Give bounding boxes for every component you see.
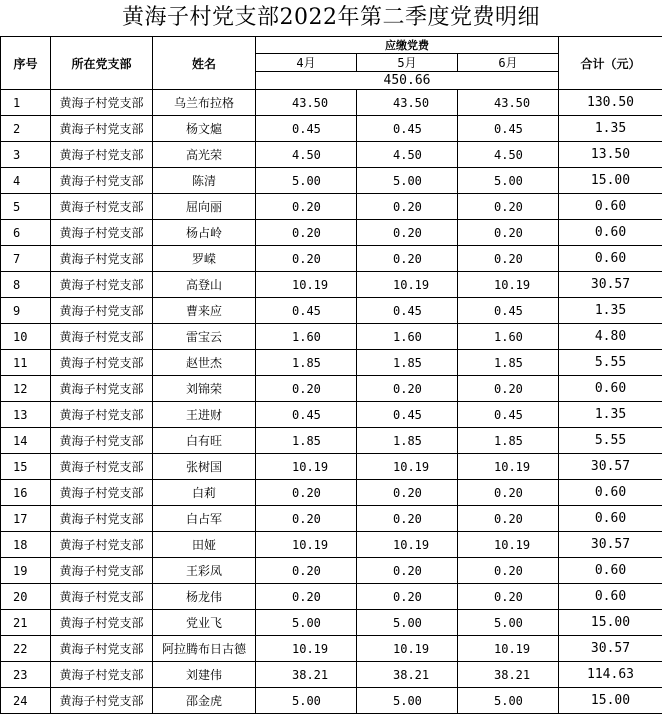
cell-branch: 黄海子村党支部 [51,246,153,272]
cell-june-dues: 38.21 [458,662,559,688]
cell-seq: 4 [1,168,51,194]
cell-april-dues: 5.00 [256,610,357,636]
header-dues-sum: 450.66 [256,72,559,90]
header-month-june: 6月 [458,54,559,72]
cell-april-dues: 0.20 [256,220,357,246]
cell-branch: 黄海子村党支部 [51,272,153,298]
table-header [1,37,662,90]
cell-branch: 黄海子村党支部 [51,480,153,506]
cell-may-dues: 0.20 [357,194,458,220]
cell-may-dues: 0.20 [357,246,458,272]
cell-total: 0.60 [559,506,662,532]
cell-seq: 9 [1,298,51,324]
cell-total: 1.35 [559,402,662,428]
cell-total: 5.55 [559,428,662,454]
cell-may-dues: 0.20 [357,558,458,584]
cell-april-dues: 43.50 [256,90,357,116]
cell-seq: 14 [1,428,51,454]
cell-april-dues: 0.20 [256,558,357,584]
header-branch: 所在党支部 [51,37,153,90]
cell-name: 陈清 [153,168,256,194]
cell-june-dues: 0.45 [458,116,559,142]
cell-april-dues: 5.00 [256,168,357,194]
cell-seq: 5 [1,194,51,220]
table-row [1,350,662,376]
cell-name: 阿拉腾布日古德 [153,636,256,662]
cell-total: 30.57 [559,454,662,480]
cell-april-dues: 0.45 [256,402,357,428]
cell-name: 杨文熩 [153,116,256,142]
cell-may-dues: 4.50 [357,142,458,168]
cell-april-dues: 0.20 [256,194,357,220]
cell-seq: 8 [1,272,51,298]
cell-june-dues: 10.19 [458,454,559,480]
cell-june-dues: 10.19 [458,272,559,298]
cell-seq: 6 [1,220,51,246]
cell-june-dues: 1.85 [458,428,559,454]
header-seq: 序号 [1,37,51,90]
cell-seq: 23 [1,662,51,688]
cell-seq: 1 [1,90,51,116]
cell-name: 赵世杰 [153,350,256,376]
cell-total: 30.57 [559,532,662,558]
cell-may-dues: 10.19 [357,532,458,558]
header-name: 姓名 [153,37,256,90]
cell-june-dues: 10.19 [458,636,559,662]
cell-april-dues: 0.20 [256,584,357,610]
cell-june-dues: 0.20 [458,220,559,246]
cell-name: 屈向丽 [153,194,256,220]
cell-april-dues: 4.50 [256,142,357,168]
header-month-april: 4月 [256,54,357,72]
cell-seq: 15 [1,454,51,480]
cell-name: 王进财 [153,402,256,428]
cell-june-dues: 0.45 [458,402,559,428]
cell-april-dues: 1.60 [256,324,357,350]
cell-branch: 黄海子村党支部 [51,610,153,636]
cell-may-dues: 0.45 [357,298,458,324]
cell-june-dues: 0.20 [458,246,559,272]
cell-april-dues: 0.20 [256,506,357,532]
cell-may-dues: 38.21 [357,662,458,688]
cell-total: 5.55 [559,350,662,376]
table-row [1,142,662,168]
cell-name: 杨龙伟 [153,584,256,610]
cell-total: 13.50 [559,142,662,168]
cell-name: 白莉 [153,480,256,506]
cell-name: 田娅 [153,532,256,558]
cell-april-dues: 0.45 [256,298,357,324]
cell-branch: 黄海子村党支部 [51,532,153,558]
cell-seq: 20 [1,584,51,610]
cell-may-dues: 5.00 [357,610,458,636]
cell-seq: 16 [1,480,51,506]
cell-total: 114.63 [559,662,662,688]
cell-april-dues: 0.20 [256,480,357,506]
cell-branch: 黄海子村党支部 [51,636,153,662]
cell-branch: 黄海子村党支部 [51,324,153,350]
cell-june-dues: 4.50 [458,142,559,168]
cell-april-dues: 10.19 [256,532,357,558]
cell-branch: 黄海子村党支部 [51,376,153,402]
cell-april-dues: 10.19 [256,454,357,480]
cell-total: 0.60 [559,558,662,584]
cell-seq: 12 [1,376,51,402]
cell-may-dues: 43.50 [357,90,458,116]
table-row [1,402,662,428]
table-row [1,454,662,480]
page-title: 黄海子村党支部2022年第二季度党费明细 [122,5,540,30]
cell-branch: 黄海子村党支部 [51,558,153,584]
cell-seq: 17 [1,506,51,532]
cell-name: 罗嵘 [153,246,256,272]
table-body [1,90,662,714]
cell-total: 0.60 [559,220,662,246]
party-dues-table [0,36,662,714]
cell-total: 1.35 [559,298,662,324]
table-row [1,662,662,688]
cell-name: 高登山 [153,272,256,298]
cell-name: 高光荣 [153,142,256,168]
cell-branch: 黄海子村党支部 [51,220,153,246]
cell-branch: 黄海子村党支部 [51,90,153,116]
cell-may-dues: 1.85 [357,350,458,376]
cell-may-dues: 0.20 [357,480,458,506]
cell-branch: 黄海子村党支部 [51,350,153,376]
cell-june-dues: 1.85 [458,350,559,376]
cell-may-dues: 1.60 [357,324,458,350]
cell-april-dues: 10.19 [256,636,357,662]
cell-total: 130.50 [559,90,662,116]
cell-june-dues: 5.00 [458,610,559,636]
header-month-may: 5月 [357,54,458,72]
cell-branch: 黄海子村党支部 [51,662,153,688]
cell-total: 0.60 [559,480,662,506]
cell-branch: 黄海子村党支部 [51,454,153,480]
cell-total: 30.57 [559,636,662,662]
cell-name: 乌兰布拉格 [153,90,256,116]
cell-name: 王彩凤 [153,558,256,584]
cell-name: 刘建伟 [153,662,256,688]
cell-name: 张树国 [153,454,256,480]
cell-june-dues: 5.00 [458,688,559,714]
cell-april-dues: 1.85 [256,428,357,454]
cell-seq: 21 [1,610,51,636]
table-row [1,532,662,558]
cell-april-dues: 0.20 [256,246,357,272]
cell-june-dues: 10.19 [458,532,559,558]
cell-total: 4.80 [559,324,662,350]
cell-seq: 24 [1,688,51,714]
cell-june-dues: 5.00 [458,168,559,194]
cell-may-dues: 0.20 [357,584,458,610]
cell-april-dues: 0.45 [256,116,357,142]
cell-april-dues: 10.19 [256,272,357,298]
cell-branch: 黄海子村党支部 [51,194,153,220]
cell-total: 15.00 [559,168,662,194]
table-row [1,376,662,402]
cell-name: 邵金虎 [153,688,256,714]
table-row [1,194,662,220]
cell-seq: 10 [1,324,51,350]
cell-may-dues: 0.20 [357,506,458,532]
table-row [1,584,662,610]
table-row [1,480,662,506]
cell-name: 白占军 [153,506,256,532]
table-row [1,636,662,662]
cell-total: 1.35 [559,116,662,142]
cell-branch: 黄海子村党支部 [51,142,153,168]
cell-may-dues: 5.00 [357,688,458,714]
cell-total: 15.00 [559,688,662,714]
cell-seq: 13 [1,402,51,428]
cell-branch: 黄海子村党支部 [51,116,153,142]
table-row [1,246,662,272]
table-row [1,428,662,454]
table-row [1,116,662,142]
cell-name: 雷宝云 [153,324,256,350]
cell-branch: 黄海子村党支部 [51,402,153,428]
cell-june-dues: 0.20 [458,194,559,220]
table-row [1,272,662,298]
cell-branch: 黄海子村党支部 [51,428,153,454]
cell-may-dues: 10.19 [357,636,458,662]
cell-name: 曹来应 [153,298,256,324]
cell-branch: 黄海子村党支部 [51,688,153,714]
cell-total: 0.60 [559,246,662,272]
cell-seq: 7 [1,246,51,272]
cell-april-dues: 1.85 [256,350,357,376]
table-row [1,610,662,636]
cell-name: 白有旺 [153,428,256,454]
header-dues-group: 应缴党费 [256,37,559,54]
cell-branch: 黄海子村党支部 [51,506,153,532]
cell-june-dues: 0.20 [458,480,559,506]
table-row [1,220,662,246]
cell-june-dues: 43.50 [458,90,559,116]
cell-branch: 黄海子村党支部 [51,298,153,324]
cell-april-dues: 0.20 [256,376,357,402]
cell-june-dues: 0.45 [458,298,559,324]
header-total: 合计（元） [559,37,662,90]
cell-june-dues: 0.20 [458,558,559,584]
cell-seq: 18 [1,532,51,558]
cell-branch: 黄海子村党支部 [51,584,153,610]
cell-total: 30.57 [559,272,662,298]
cell-seq: 3 [1,142,51,168]
cell-total: 0.60 [559,376,662,402]
cell-total: 15.00 [559,610,662,636]
cell-april-dues: 38.21 [256,662,357,688]
table-row [1,298,662,324]
cell-name: 杨占岭 [153,220,256,246]
table-row [1,90,662,116]
cell-june-dues: 1.60 [458,324,559,350]
cell-total: 0.60 [559,194,662,220]
cell-may-dues: 0.45 [357,402,458,428]
cell-name: 党业飞 [153,610,256,636]
cell-seq: 11 [1,350,51,376]
cell-june-dues: 0.20 [458,584,559,610]
cell-total: 0.60 [559,584,662,610]
table-row [1,168,662,194]
cell-seq: 2 [1,116,51,142]
cell-name: 刘锦荣 [153,376,256,402]
cell-june-dues: 0.20 [458,376,559,402]
cell-april-dues: 5.00 [256,688,357,714]
table-row [1,506,662,532]
table-row [1,558,662,584]
cell-may-dues: 5.00 [357,168,458,194]
table-row [1,688,662,714]
cell-branch: 黄海子村党支部 [51,168,153,194]
cell-may-dues: 0.45 [357,116,458,142]
table-row [1,324,662,350]
cell-may-dues: 0.20 [357,376,458,402]
cell-may-dues: 0.20 [357,220,458,246]
cell-seq: 19 [1,558,51,584]
cell-may-dues: 10.19 [357,272,458,298]
cell-seq: 22 [1,636,51,662]
cell-may-dues: 1.85 [357,428,458,454]
cell-may-dues: 10.19 [357,454,458,480]
cell-june-dues: 0.20 [458,506,559,532]
